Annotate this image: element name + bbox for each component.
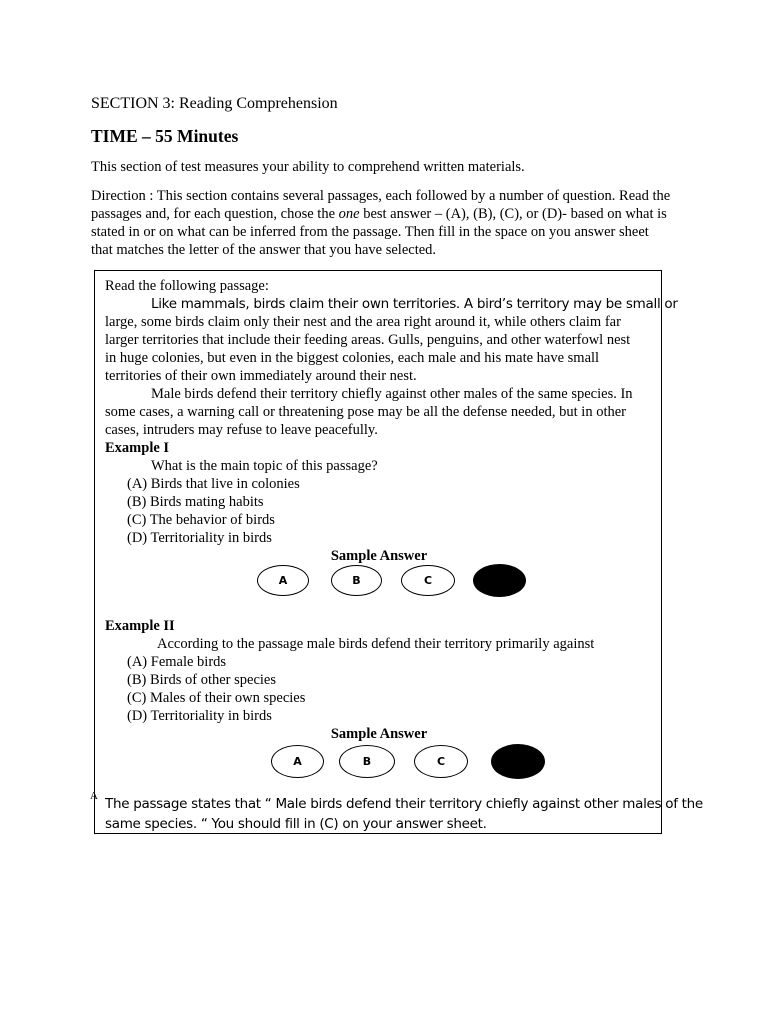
example-1-title: Example I [105,440,170,456]
example-2-option-b: (B) Birds of other species [127,672,276,688]
example-box [94,270,703,834]
passage-line: cases, intruders may refuse to leave peacefully. [105,422,378,438]
example-2-bubble-c: C [414,745,468,778]
passage-line: some cases, a warning call or threatening pose may be all the defense needed, but in other [105,404,627,420]
example-1-option-d: (D) Territoriality in birds [127,530,272,546]
example-1-option-a: (A) Birds that live in colonies [127,476,300,492]
example-1-option-b: (B) Birds mating habits [127,494,264,510]
example-2-question: According to the passage male birds defend their territory primarily against [157,636,595,652]
passage-line: in huge colonies, but even in the biggest colonies, each male and his mate have small [105,350,600,366]
example-2-option-c: (C) Males of their own species [127,690,306,706]
passage-heading: Read the following passage: [105,278,269,294]
example-2-option-d: (D) Territoriality in birds [127,708,272,724]
explanation-line: The passage states that “ Male birds defend their territory chiefly against other males of the [105,796,703,812]
example-1-bubble-c: C [401,565,455,596]
direction-paragraph [91,187,671,259]
stray-mark: A [90,790,98,802]
explanation-line: same species. “ You should fill in (C) on your answer sheet. [105,816,487,832]
example-1-bubble-b: B [331,565,382,596]
example-1-sample-label: Sample Answer [330,548,428,564]
example-2-title: Example II [105,618,175,634]
direction-text-start: Direction : This section contains several passages, each followed by a number of question. Read the passages and, for each question, chose the [91,188,671,222]
time-limit-heading: TIME – 55 Minutes [91,126,239,146]
example-2-bubble-a: A [271,745,324,778]
passage-line: large, some birds claim only their nest and the area right around it, while others claim far [105,314,621,330]
example-1-bubble-a: A [257,565,309,596]
example-2-sample-label: Sample Answer [330,726,428,742]
passage-line: Like mammals, birds claim their own territories. A bird’s territory may be small or [151,296,678,312]
passage-line: Male birds defend their territory chiefly against other males of the same species. In [151,386,633,402]
direction-text-end: best answer – (A), (B), (C), or (D)- based on what is stated in or on what can be inferred from the passage. Then fill in the space on you answer sheet that matches the letter of the answer that you have selected. [91,206,667,258]
passage-line: territories of their own immediately around their nest. [105,368,417,384]
passage-line: larger territories that include their feeding areas. Gulls, penguins, and other waterfowl nest [105,332,631,348]
example-2-bubble-b: B [339,745,395,778]
example-1-question: What is the main topic of this passage? [151,458,378,474]
example-2-option-a: (A) Female birds [127,654,227,670]
section-title: SECTION 3: Reading Comprehension [91,95,338,112]
example-2-bubble-d-filled [491,744,545,779]
direction-emphasis: one [338,206,360,222]
example-1-bubble-d-filled [473,564,526,597]
intro-text: This section of test measures your ability to comprehend written materials. [91,159,525,175]
example-1-option-c: (C) The behavior of birds [127,512,275,528]
